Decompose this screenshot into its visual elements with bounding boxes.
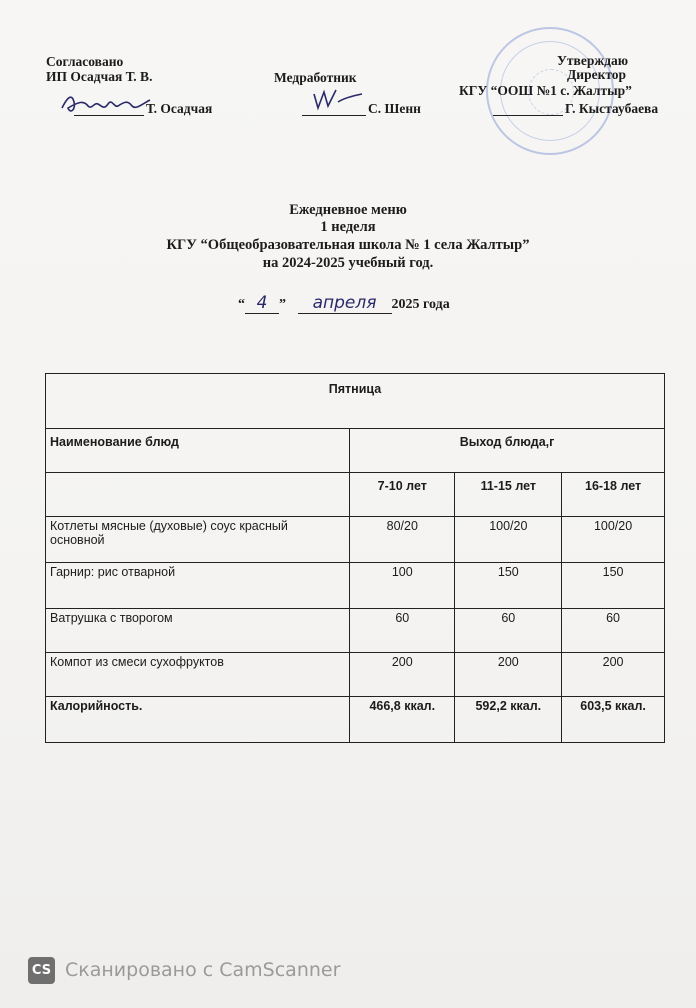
calories-value: 466,8 ккал. xyxy=(350,697,455,743)
menu-table xyxy=(45,373,665,743)
approval-right-line1: Утверждаю xyxy=(557,53,629,68)
approval-left-line2: ИП Осадчая Т. В. xyxy=(46,69,153,84)
doc-year: на 2024-2025 учебный год. xyxy=(262,255,434,271)
doc-school: КГУ “Общеобразовательная школа № 1 села Жалтыр” xyxy=(166,237,530,253)
dish-value: 80/20 xyxy=(350,517,455,563)
table-row xyxy=(46,517,665,563)
dish-name: Компот из смеси сухофруктов xyxy=(46,653,350,697)
table-row xyxy=(46,653,665,697)
approval-left-line1: Согласовано xyxy=(46,54,124,69)
doc-title: Ежедневное меню xyxy=(289,202,407,218)
date-month: апреля xyxy=(312,293,377,313)
col-dish-header: Наименование блюд xyxy=(46,429,350,473)
table-row-header xyxy=(46,429,665,473)
signer-left: Т. Осадчая xyxy=(146,101,213,116)
approval-middle-line1: Медработник xyxy=(274,70,357,85)
date-year: 2025 года xyxy=(391,297,450,312)
dish-name: Гарнир: рис отварной xyxy=(46,563,350,609)
date-day-field xyxy=(245,293,279,314)
dish-value: 60 xyxy=(455,609,562,653)
date-month-field xyxy=(298,293,392,314)
date-open-quote: “ xyxy=(238,297,245,312)
table-row-ages xyxy=(46,473,665,517)
dish-name: Котлеты мясные (духовые) соус красный основной xyxy=(46,517,350,563)
calories-label: Калорийность. xyxy=(46,697,350,743)
signature-line-middle xyxy=(302,115,366,116)
dish-value: 100 xyxy=(350,563,455,609)
date-close-quote: ” xyxy=(279,297,286,312)
dish-value: 150 xyxy=(455,563,562,609)
table-row-calories xyxy=(46,697,665,743)
dish-value: 200 xyxy=(455,653,562,697)
dish-value: 100/20 xyxy=(455,517,562,563)
dish-value: 60 xyxy=(562,609,665,653)
age-group: 11-15 лет xyxy=(455,473,562,517)
col-output-header: Выход блюда,г xyxy=(350,429,665,473)
dish-value: 60 xyxy=(350,609,455,653)
dish-value: 200 xyxy=(350,653,455,697)
camscanner-logo-icon: CS xyxy=(28,957,55,984)
camscanner-text: Сканировано с CamScanner xyxy=(65,959,341,981)
approval-right-line2: Директор xyxy=(567,67,627,82)
dish-value: 200 xyxy=(562,653,665,697)
dish-name: Ватрушка с творогом xyxy=(46,609,350,653)
signature-line-right xyxy=(493,115,563,116)
approval-left xyxy=(46,54,152,84)
signer-middle: С. Шенн xyxy=(368,101,421,116)
empty-cell xyxy=(46,473,350,517)
signature-line-left xyxy=(74,115,144,116)
table-row xyxy=(46,563,665,609)
calories-value: 603,5 ккал. xyxy=(562,697,665,743)
calories-value: 592,2 ккал. xyxy=(455,697,562,743)
table-row xyxy=(46,609,665,653)
approval-right-line3: КГУ “ООШ №1 с. Жалтыр” xyxy=(459,83,632,98)
age-group: 16-18 лет xyxy=(562,473,665,517)
age-group: 7-10 лет xyxy=(350,473,455,517)
doc-week: 1 неделя xyxy=(320,219,376,235)
signature-shenn-icon xyxy=(308,84,368,116)
camscanner-watermark xyxy=(28,956,340,984)
day-name: Пятница xyxy=(46,374,665,429)
table-row-day xyxy=(46,374,665,429)
approval-middle xyxy=(274,70,357,85)
dish-value: 150 xyxy=(562,563,665,609)
date-day: 4 xyxy=(256,293,268,313)
date-line xyxy=(238,293,450,314)
dish-value: 100/20 xyxy=(562,517,665,563)
signer-right: Г. Кыстаубаева xyxy=(565,101,659,116)
